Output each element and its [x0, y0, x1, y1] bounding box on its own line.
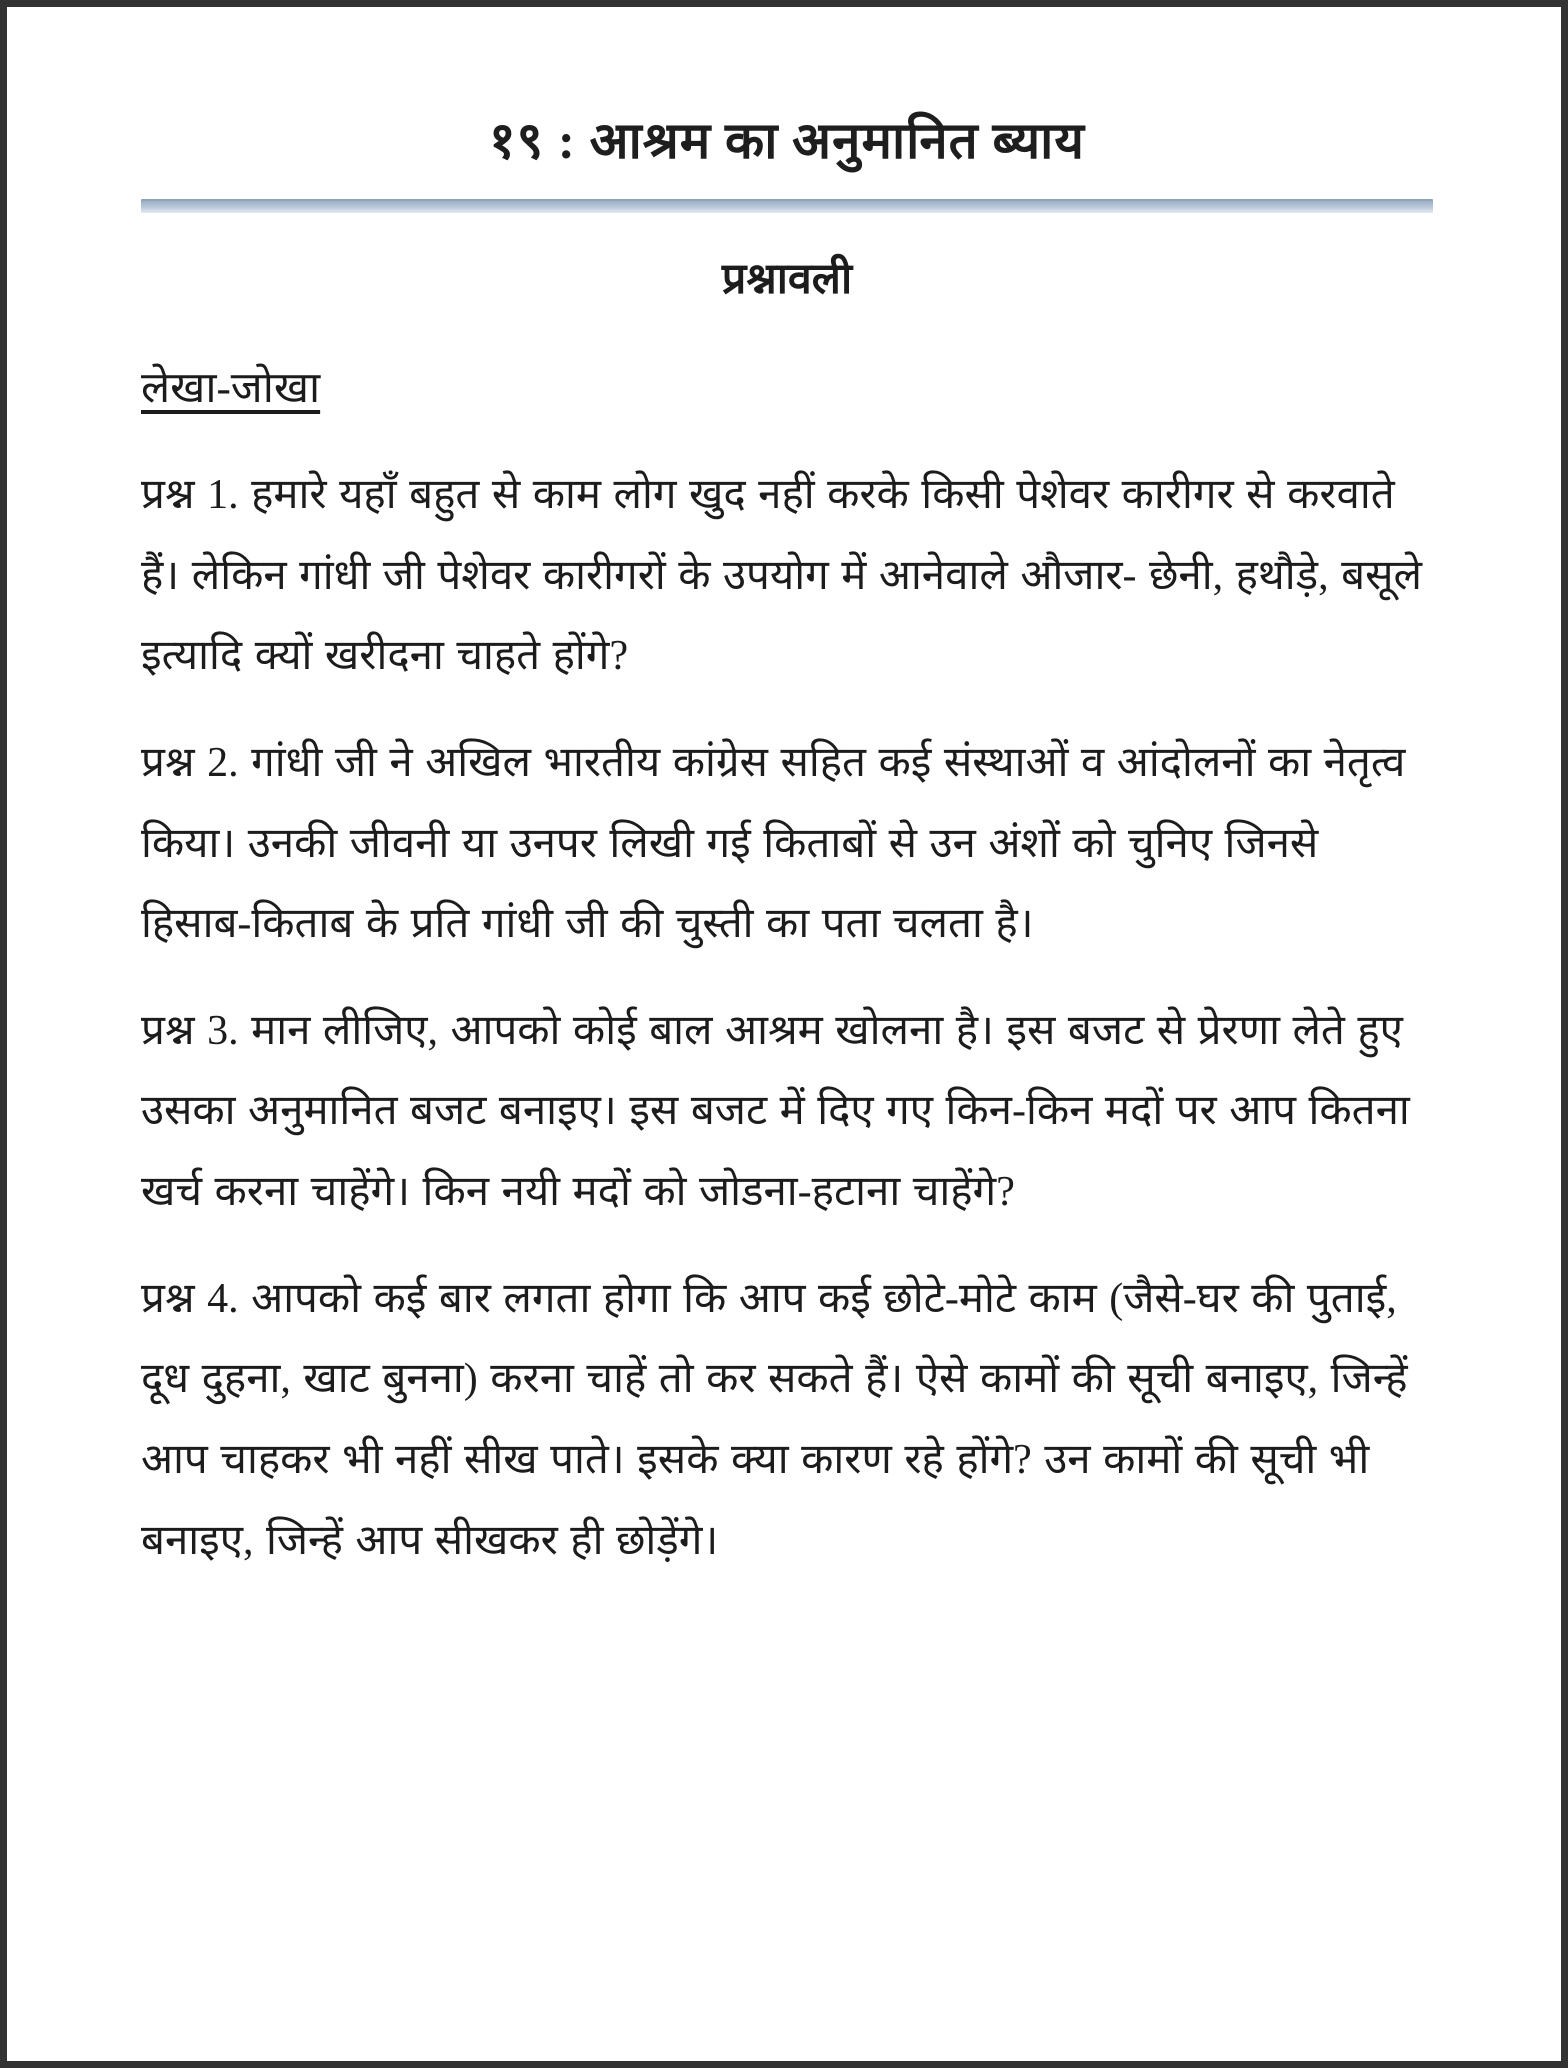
- chapter-title: १९ : आश्रम का अनुमानित ब्याय: [489, 114, 1085, 170]
- question-3: प्रश्न 3. मान लीजिए, आपको कोई बाल आश्रम खोलना है। इस बजट से प्रेरणा लेते हुए उसका अनुमानित बजट बनाइए। इस बजट में दिए गए किन-किन मदों पर आप कितना खर्च करना चाहेंगे। किन नयी मदों को जोडना-हटाना चाहेंगे?: [141, 1007, 1410, 1215]
- question-2: प्रश्न 2. गांधी जी ने अखिल भारतीय कांग्रेस सहित कई संस्थाओं व आंदोलनों का नेतृत्व किया। उनकी जीवनी या उनपर लिखी गई किताबों से उन अंशों को चुनिए जिनसे हिसाब-किताब के प्रति गांधी जी की चुस्ती का पता चलता है।: [141, 739, 1406, 948]
- questionnaire-subtitle: प्रश्नावली: [721, 256, 853, 303]
- page-content: [7, 7, 1561, 1581]
- question-4: प्रश्न 4. आपको कई बार लगता होगा कि आप कई छोटे-मोटे काम (जैसे-घर की पुताई, दूध दुहना, खाट बुनना) करना चाहें तो कर सकते हैं। ऐसे कामों की सूची बनाइए, जिन्हें आप चाहकर भी नहीं सीख पाते। इसके क्या कारण रहे होंगे? उन कामों की सूची भी बनाइए, जिन्हें आप सीखकर ही छोड़ेंगे।: [141, 1275, 1408, 1564]
- section-heading: लेखा-जोखा: [141, 365, 321, 412]
- question-1: प्रश्न 1. हमारे यहाँ बहुत से काम लोग खुद नहीं करके किसी पेशेवर कारीगर से करवाते हैं। लेकिन गांधी जी पेशेवर कारीगरों के उपयोग में आनेवाले औजार- छेनी, हथौड़े, बसूले इत्यादि क्यों खरीदना चाहते होंगे?: [141, 472, 1422, 680]
- title-divider: [141, 199, 1433, 213]
